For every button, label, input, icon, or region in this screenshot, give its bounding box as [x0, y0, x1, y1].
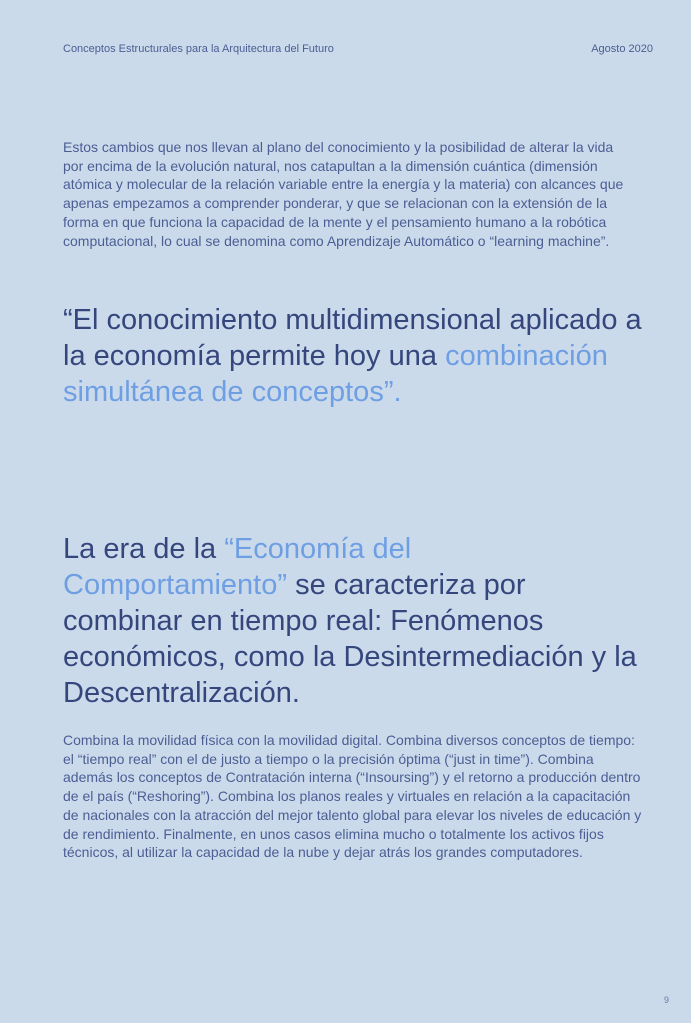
document-date: Agosto 2020: [591, 43, 653, 55]
section-heading-highlight: “Economía del Comportamiento”: [63, 533, 412, 601]
pull-quote-highlight: combinación simultánea de conceptos”.: [63, 340, 608, 408]
document-title: Conceptos Estructurales para la Arquitectura del Futuro: [63, 43, 334, 55]
section-heading: [63, 531, 643, 711]
pull-quote-main: “El conocimiento multidimensional aplicado a la economía permite hoy una: [63, 304, 642, 372]
pull-quote: [63, 302, 663, 410]
page-number: 9: [663, 995, 669, 1005]
section-heading-suffix: se caracteriza por combinar en tiempo real: Fenómenos económicos, como la Desintermediación y la Descentralización.: [63, 569, 637, 709]
intro-paragraph: Estos cambios que nos llevan al plano del conocimiento y la posibilidad de alterar la vida por encima de la evolución natural, nos catapultan a la dimensión cuántica (dimensión atómica y molecular de la relación variable entre la energía y la materia) con alcances que apenas empezamos a comprender ponderar, y que se relacionan con la extensión de la forma en que funciona la capacidad de la mente y el pensamiento humano a la robótica computacional, lo cual se denomina como Aprendizaje Automático o “learning machine”.: [63, 139, 624, 249]
section-heading-prefix: La era de la: [63, 533, 225, 565]
body-paragraph: Combina la movilidad física con la movilidad digital. Combina diversos conceptos de tiempo: el “tiempo real” con el de justo a tiempo o la precisión óptima (“just in time”). Combina además los conceptos de Contratación interna (“Insoursing”) y el retorno a producción dentro de el país (“Reshoring”). Combina los planos reales y virtuales en relación a la capacitación de nacionales con la atracción del mejor talento global para elevar los niveles de educación y de rendimiento. Finalmente, en unos casos elimina mucho o totalmente los activos fijos técnicos, al utilizar la capacidad de la nube y dejar atrás los grandes computadores.: [63, 732, 642, 861]
